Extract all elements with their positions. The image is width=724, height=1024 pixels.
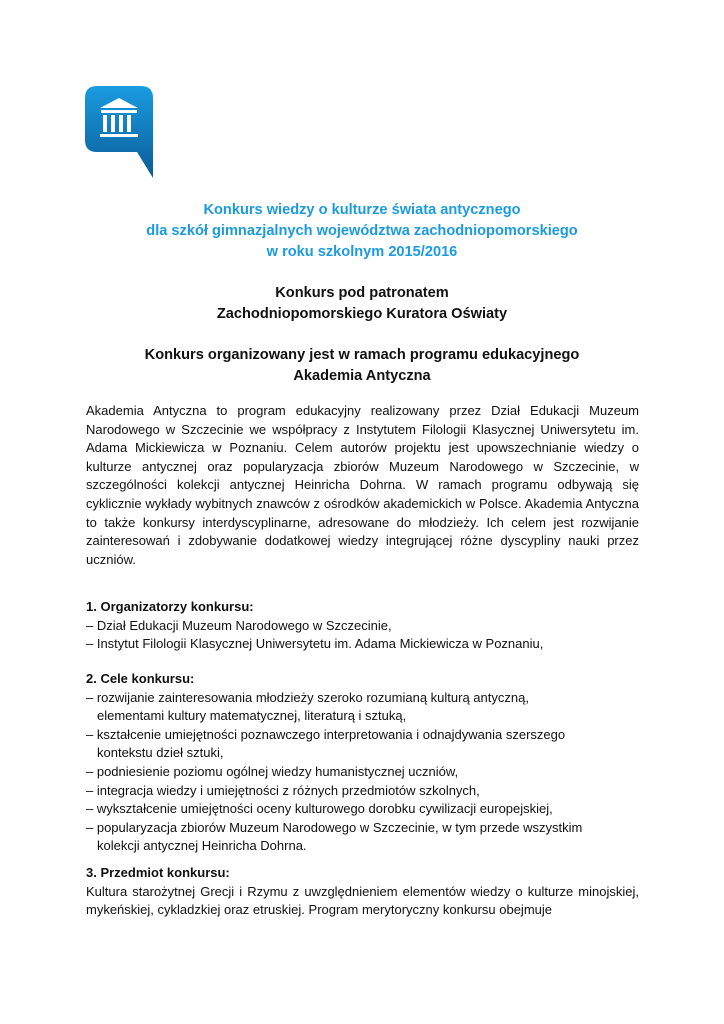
patronage-line: Zachodniopomorskiego Kuratora Oświaty	[216, 306, 508, 322]
program-line: Konkurs organizowany jest w ramach programu edukacyjnego	[144, 347, 580, 363]
museum-columns-icon	[85, 86, 153, 178]
list-item	[86, 689, 646, 726]
list-item-continuation: kontekstu dzieł sztuki,	[97, 745, 224, 761]
goals-section	[86, 670, 646, 856]
list-item: – integracja wiedzy i umiejętności z różnych przedmiotów szkolnych,	[86, 782, 480, 798]
program-line: Akademia Antyczna	[293, 368, 431, 384]
organizers-title: 1. Organizatorzy konkursu:	[86, 599, 254, 614]
organizers-section	[86, 598, 646, 654]
subject-title: 3. Przedmiot konkursu:	[86, 865, 230, 880]
list-item: – podniesienie poziomu ogólnej wiedzy humanistycznej uczniów,	[86, 763, 459, 779]
list-item	[86, 726, 646, 763]
subject-section	[86, 864, 646, 920]
contest-title-line: dla szkół gimnazjalnych województwa zachodniopomorskiego	[146, 223, 578, 239]
contest-title-line: w roku szkolnym 2015/2016	[266, 244, 458, 260]
list-item-text: – popularyzacja zbiorów Muzeum Narodowego w Szczecinie, w tym przede wszystkim	[86, 819, 583, 835]
goals-list	[86, 689, 646, 856]
subject-text: Kultura starożytnej Grecji i Rzymu z uwzględnieniem elementów wiedzy o kulturze minojskiej, mykeńskiej, cykladzkiej oraz etruskiej. Program merytoryczny konkursu obejmuje	[86, 883, 639, 918]
list-item: – Dział Edukacji Muzeum Narodowego w Szczecinie,	[86, 617, 392, 633]
list-item-continuation: elementami kultury matematycznej, literaturą i sztuką,	[97, 708, 407, 724]
program-heading	[70, 345, 654, 387]
list-item	[86, 819, 646, 856]
organizers-list	[86, 617, 646, 654]
list-item-continuation: kolekcji antycznej Heinricha Dohrna.	[97, 838, 307, 854]
list-item-text: – rozwijanie zainteresowania młodzieży szeroko rozumianą kulturą antyczną,	[86, 689, 529, 705]
intro-paragraph: Akademia Antyczna to program edukacyjny realizowany przez Dział Edukacji Muzeum Narodowego w Szczecinie we współpracy z Instytutem Filologii Klasycznej Uniwersytetu im. Adama Mickiewicza w Poznaniu. Celem autorów projektu jest upowszechnianie wiedzy o kulturze antycznej oraz popularyzacja zbiorów Muzeum Narodowego w Szczecinie, w szczególności kolekcji antycznej Heinricha Dohrna. W ramach programu odbywają się cyklicznie wykłady wybitnych znawców z ośrodków akademickich w Polsce. Akademia Antyczna to także konkursy interdyscyplinarne, adresowane do młodzieży. Ich celem jest rozwijanie zainteresowań i zdobywanie dodatkowej wiedzy integrującej różne dyscypliny nauki przez uczniów.	[86, 403, 639, 567]
goals-title: 2. Cele konkursu:	[86, 671, 195, 686]
list-item: – wykształcenie umiejętności oceny kulturowego dorobku cywilizacji europejskiej,	[86, 801, 553, 817]
patronage-heading	[70, 283, 654, 325]
contest-title-line: Konkurs wiedzy o kulturze świata antycznego	[203, 202, 521, 218]
patronage-line: Konkurs pod patronatem	[275, 285, 449, 301]
list-item-text: – kształcenie umiejętności poznawczego interpretowania i odnajdywania szerszego	[86, 726, 566, 742]
list-item: – Instytut Filologii Klasycznej Uniwersytetu im. Adama Mickiewicza w Poznaniu,	[86, 636, 544, 652]
contest-title	[70, 200, 654, 263]
